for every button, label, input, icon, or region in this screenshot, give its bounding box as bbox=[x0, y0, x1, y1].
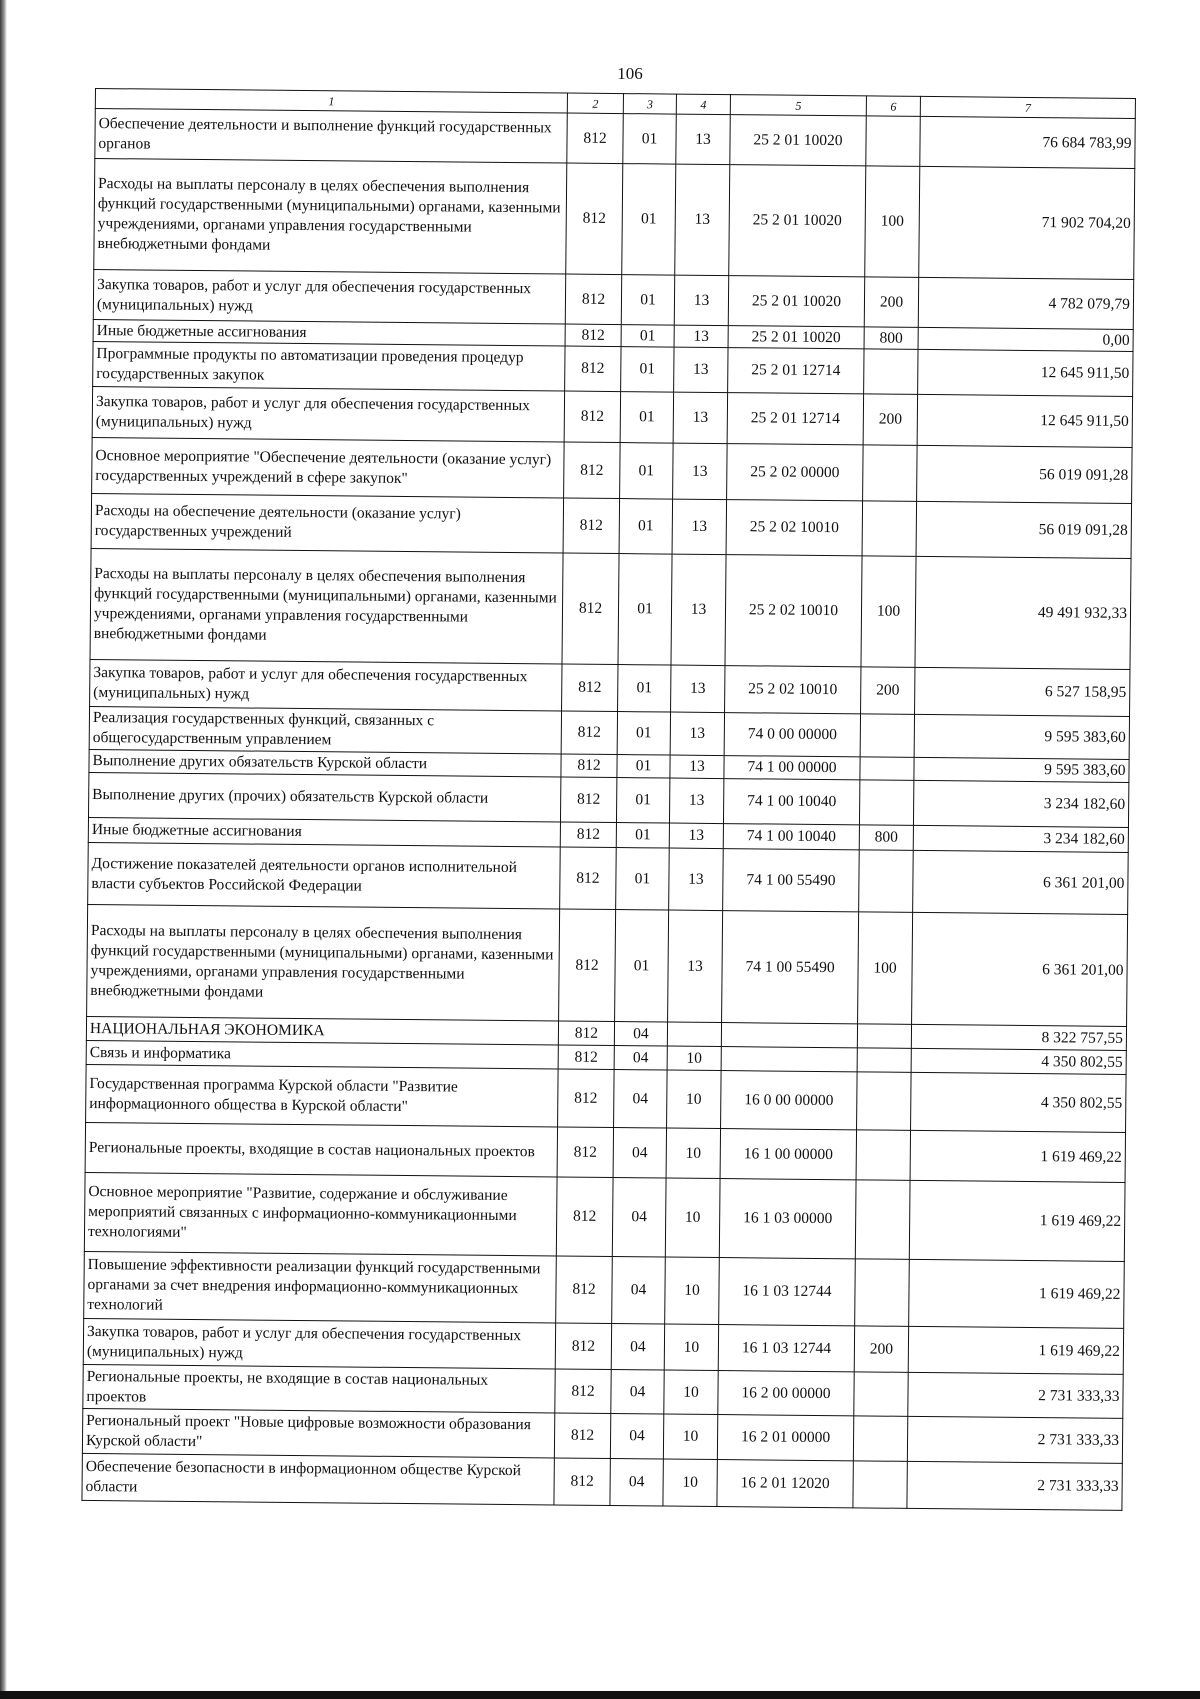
subsection-code: 13 bbox=[668, 910, 723, 1023]
target-article-code: 74 1 00 10040 bbox=[723, 779, 859, 825]
grbs-code: 812 bbox=[557, 1127, 613, 1178]
expense-type-code bbox=[863, 445, 918, 502]
subsection-code: 10 bbox=[665, 1178, 720, 1258]
column-number: 3 bbox=[623, 94, 676, 115]
section-code: 01 bbox=[620, 443, 674, 500]
expense-type-code bbox=[853, 1461, 907, 1509]
item-name: Иные бюджетные ассигнования bbox=[93, 319, 565, 346]
section-code: 01 bbox=[618, 554, 672, 666]
item-name: Выполнение других обязательств Курской области bbox=[89, 749, 561, 777]
column-number: 4 bbox=[676, 94, 730, 115]
section-code: 04 bbox=[612, 1257, 666, 1325]
expense-type-code bbox=[860, 714, 914, 758]
amount: 1 619 469,22 bbox=[908, 1326, 1123, 1374]
target-article-code: 25 2 01 10020 bbox=[729, 165, 866, 277]
subsection-code: 10 bbox=[663, 1414, 717, 1460]
grbs-code: 812 bbox=[562, 664, 618, 712]
section-code: 01 bbox=[617, 712, 670, 756]
section-code: 01 bbox=[621, 347, 674, 393]
amount: 3 234 182,60 bbox=[913, 780, 1128, 827]
section-code: 04 bbox=[614, 1046, 667, 1071]
grbs-code: 812 bbox=[560, 777, 616, 823]
item-name: Расходы на выплаты персоналу в целях обеспечения выполнения функций государственными (муниципальными) органами, казенными учреждениями, органами управления государственными внебюджетными фондами bbox=[94, 159, 567, 275]
target-article-code: 16 2 01 12020 bbox=[717, 1460, 853, 1508]
page-number: 106 bbox=[617, 64, 643, 83]
budget-sheet bbox=[81, 88, 1135, 1511]
grbs-code: 812 bbox=[555, 1323, 611, 1370]
subsection-code: 13 bbox=[674, 275, 728, 326]
subsection-code: 10 bbox=[664, 1370, 718, 1415]
target-article-code: 74 1 00 10040 bbox=[723, 824, 859, 850]
grbs-code: 812 bbox=[554, 1458, 610, 1506]
subsection-code: 13 bbox=[676, 114, 730, 165]
item-name: Закупка товаров, работ и услуг для обеспечения государственных (муниципальных) нужд bbox=[92, 386, 564, 442]
grbs-code: 812 bbox=[559, 909, 616, 1022]
grbs-code: 812 bbox=[554, 1413, 610, 1459]
section-code: 01 bbox=[623, 114, 676, 165]
table-row bbox=[87, 904, 1128, 1026]
column-number: 1 bbox=[95, 89, 567, 114]
expense-type-code: 200 bbox=[854, 1326, 908, 1373]
item-name: Закупка товаров, работ и услуг для обеспечения государственных (муниципальных) нужд bbox=[90, 659, 562, 711]
subsection-code: 13 bbox=[674, 347, 728, 393]
target-article-code: 74 1 00 55490 bbox=[723, 849, 860, 912]
amount: 4 350 802,55 bbox=[911, 1072, 1127, 1132]
subsection-code: 10 bbox=[663, 1459, 717, 1507]
table-row bbox=[82, 1453, 1122, 1510]
table-row bbox=[84, 1172, 1125, 1261]
target-article-code: 25 2 02 00000 bbox=[727, 444, 864, 501]
item-name: Региональные проекты, входящие в состав национальных проектов bbox=[85, 1122, 557, 1177]
section-code: 04 bbox=[611, 1370, 664, 1415]
item-name: Связь и информатика bbox=[86, 1040, 558, 1069]
expense-type-code bbox=[855, 1180, 910, 1260]
target-article-code: 16 2 01 00000 bbox=[717, 1415, 853, 1461]
subsection-code: 10 bbox=[664, 1324, 718, 1371]
grbs-code: 812 bbox=[560, 822, 616, 848]
subsection-code: 13 bbox=[671, 665, 725, 713]
target-article-code: 25 2 02 10010 bbox=[725, 666, 861, 714]
grbs-code: 812 bbox=[565, 274, 621, 325]
amount: 8 322 757,55 bbox=[911, 1024, 1126, 1050]
column-number: 7 bbox=[920, 96, 1135, 118]
grbs-code: 812 bbox=[566, 163, 623, 275]
table-row bbox=[86, 1064, 1127, 1132]
amount: 6 361 201,00 bbox=[913, 850, 1129, 914]
expense-type-code bbox=[854, 1372, 908, 1417]
scan-edge-left bbox=[0, 0, 7, 1699]
amount: 3 234 182,60 bbox=[913, 825, 1128, 852]
amount: 0,00 bbox=[918, 327, 1133, 351]
target-article-code: 16 1 03 00000 bbox=[719, 1179, 856, 1259]
item-name: Иные бюджетные ассигнования bbox=[88, 817, 560, 847]
section-code: 04 bbox=[610, 1459, 663, 1507]
expense-type-code: 100 bbox=[858, 912, 913, 1025]
item-name: Региональный проект "Новые цифровые возможности образования Курской области" bbox=[82, 1408, 554, 1458]
section-code: 04 bbox=[612, 1178, 666, 1258]
grbs-code: 812 bbox=[562, 553, 619, 665]
expense-type-code: 800 bbox=[864, 327, 918, 350]
target-article-code: 25 2 01 12714 bbox=[728, 348, 864, 394]
expense-type-code bbox=[864, 349, 918, 395]
expense-type-code bbox=[857, 1048, 911, 1073]
target-article-code: 16 1 00 00000 bbox=[720, 1129, 856, 1180]
item-name: Региональные проекты, не входящие в состав национальных проектов bbox=[83, 1364, 555, 1413]
target-article-code bbox=[721, 1047, 857, 1072]
section-code: 04 bbox=[613, 1128, 666, 1179]
target-article-code: 16 2 00 00000 bbox=[718, 1371, 854, 1416]
item-name: Государственная программа Курской области "Развитие информационного общества в Курской области" bbox=[86, 1064, 559, 1127]
table-row bbox=[92, 437, 1132, 503]
amount: 1 619 469,22 bbox=[909, 1259, 1125, 1328]
item-name: Программные продукты по автоматизации проведения процедур государственных закупок bbox=[93, 341, 565, 391]
expense-type-code bbox=[853, 1416, 907, 1462]
subsection-code bbox=[667, 1022, 721, 1047]
amount: 1 619 469,22 bbox=[910, 1130, 1125, 1182]
target-article-code: 74 0 00 00000 bbox=[724, 713, 860, 757]
expense-type-code: 200 bbox=[864, 277, 918, 328]
target-article-code bbox=[721, 1023, 857, 1048]
subsection-code: 10 bbox=[665, 1257, 720, 1325]
subsection-code: 13 bbox=[669, 823, 723, 849]
amount: 2 731 333,33 bbox=[907, 1461, 1122, 1510]
target-article-code: 25 2 02 10010 bbox=[726, 500, 863, 556]
section-code: 01 bbox=[615, 910, 669, 1023]
amount: 12 645 911,50 bbox=[918, 349, 1133, 396]
subsection-code: 13 bbox=[669, 778, 723, 824]
subsection-code: 13 bbox=[674, 325, 728, 348]
scan-edge-bottom bbox=[0, 1691, 1200, 1699]
section-code: 01 bbox=[618, 665, 671, 713]
column-number: 2 bbox=[567, 93, 623, 114]
amount: 49 491 932,33 bbox=[915, 556, 1131, 669]
item-name: Повышение эффективности реализации функций государственными органами за счет внедрения информационно-коммуникационных технологий bbox=[84, 1251, 557, 1323]
subsection-code: 13 bbox=[673, 443, 728, 500]
target-article-code: 74 1 00 00000 bbox=[724, 756, 860, 780]
amount: 12 645 911,50 bbox=[917, 394, 1132, 447]
amount: 4 350 802,55 bbox=[911, 1048, 1126, 1074]
expense-type-code bbox=[856, 1130, 910, 1181]
grbs-code: 812 bbox=[567, 113, 623, 164]
subsection-code: 13 bbox=[670, 755, 724, 779]
amount: 2 731 333,33 bbox=[907, 1416, 1122, 1463]
subsection-code: 13 bbox=[672, 499, 727, 555]
subsection-code: 13 bbox=[675, 164, 730, 276]
grbs-code: 812 bbox=[564, 442, 621, 499]
grbs-code: 812 bbox=[558, 1021, 614, 1046]
expense-type-code bbox=[857, 1024, 911, 1049]
grbs-code: 812 bbox=[565, 346, 621, 392]
target-article-code: 25 2 01 10020 bbox=[728, 326, 864, 349]
item-name: Расходы на выплаты персоналу в целях обеспечения выполнения функций государственными (муниципальными) органами, казенными учреждениями, органами управления государственными внебюджетными фондами bbox=[90, 548, 563, 664]
section-code: 01 bbox=[621, 325, 674, 348]
item-name: Закупка товаров, работ и услуг для обеспечения государственных (муниципальных) нужд bbox=[83, 1318, 555, 1369]
expense-type-code: 200 bbox=[861, 667, 915, 715]
section-code: 01 bbox=[622, 164, 676, 276]
subsection-code: 10 bbox=[667, 1046, 721, 1071]
expense-type-code: 800 bbox=[859, 825, 913, 851]
grbs-code: 812 bbox=[565, 324, 621, 347]
target-article-code: 74 1 00 55490 bbox=[722, 911, 859, 1024]
subsection-code: 13 bbox=[669, 848, 724, 911]
target-article-code: 16 1 03 12744 bbox=[719, 1258, 856, 1326]
section-code: 01 bbox=[616, 848, 670, 911]
item-name: Основное мероприятие "Развитие, содержание и обслуживание мероприятий связанных с информационно-коммуникационными технологиями" bbox=[84, 1172, 557, 1256]
amount: 9 595 383,60 bbox=[914, 757, 1129, 782]
amount: 6 361 201,00 bbox=[912, 912, 1128, 1026]
amount: 56 019 091,28 bbox=[916, 501, 1132, 558]
target-article-code: 25 2 01 10020 bbox=[730, 115, 866, 166]
grbs-code: 812 bbox=[558, 1045, 614, 1070]
expense-type-code bbox=[866, 116, 920, 167]
amount: 76 684 783,99 bbox=[920, 116, 1135, 168]
subsection-code: 13 bbox=[673, 392, 727, 444]
target-article-code: 25 2 01 12714 bbox=[727, 393, 863, 445]
target-article-code: 25 2 01 10020 bbox=[728, 276, 864, 327]
grbs-code: 812 bbox=[563, 498, 620, 554]
item-name: Достижение показателей деятельности органов исполнительной власти субъектов Российской Федерации bbox=[88, 842, 561, 909]
table-row bbox=[84, 1251, 1125, 1328]
amount: 4 782 079,79 bbox=[918, 277, 1133, 329]
subsection-code: 13 bbox=[671, 554, 726, 666]
amount: 6 527 158,95 bbox=[915, 667, 1130, 716]
expense-type-code bbox=[859, 780, 913, 826]
section-code: 04 bbox=[610, 1414, 663, 1460]
expense-type-code: 100 bbox=[861, 556, 916, 668]
amount: 2 731 333,33 bbox=[908, 1372, 1123, 1418]
grbs-code: 812 bbox=[555, 1369, 611, 1414]
item-name: Выполнение других (прочих) обязательств Курской области bbox=[88, 772, 560, 822]
expense-type-code: 200 bbox=[863, 394, 917, 446]
expense-type-code bbox=[862, 501, 917, 557]
amount: 71 902 704,20 bbox=[919, 166, 1135, 279]
item-name: Основное мероприятие "Обеспечение деятельности (оказание услуг) государственных учреждений в сфере закупок" bbox=[92, 437, 565, 498]
subsection-code: 13 bbox=[670, 712, 724, 756]
section-code: 01 bbox=[617, 755, 670, 779]
grbs-code: 812 bbox=[556, 1256, 613, 1324]
expense-type-code bbox=[859, 850, 914, 913]
item-name: НАЦИОНАЛЬНАЯ ЭКОНОМИКА bbox=[86, 1016, 558, 1045]
section-code: 01 bbox=[621, 275, 674, 326]
item-name: Обеспечение безопасности в информационном обществе Курской области bbox=[82, 1453, 554, 1505]
section-code: 01 bbox=[616, 778, 669, 824]
item-name: Расходы на обеспечение деятельности (оказание услуг) государственных учреждений bbox=[91, 493, 564, 553]
target-article-code: 16 1 03 12744 bbox=[718, 1325, 854, 1372]
expense-type-code bbox=[860, 757, 914, 781]
section-code: 04 bbox=[614, 1022, 667, 1047]
grbs-code: 812 bbox=[560, 847, 617, 910]
column-number: 6 bbox=[866, 96, 920, 117]
grbs-code: 812 bbox=[561, 754, 617, 778]
table-row bbox=[90, 548, 1131, 669]
target-article-code: 16 0 00 00000 bbox=[721, 1071, 858, 1130]
table-row bbox=[94, 159, 1135, 280]
amount: 56 019 091,28 bbox=[917, 445, 1133, 503]
section-code: 04 bbox=[614, 1070, 668, 1129]
section-code: 01 bbox=[619, 499, 673, 555]
grbs-code: 812 bbox=[561, 711, 617, 755]
column-number: 5 bbox=[730, 95, 866, 116]
section-code: 01 bbox=[620, 392, 673, 444]
amount: 1 619 469,22 bbox=[909, 1180, 1125, 1261]
item-name: Закупка товаров, работ и услуг для обеспечения государственных (муниципальных) нужд bbox=[93, 269, 565, 324]
section-code: 01 bbox=[616, 823, 669, 849]
table-body bbox=[82, 89, 1136, 1511]
target-article-code: 25 2 02 10010 bbox=[725, 555, 862, 667]
budget-table bbox=[81, 88, 1136, 1511]
grbs-code: 812 bbox=[558, 1069, 615, 1128]
grbs-code: 812 bbox=[556, 1177, 613, 1257]
subsection-code: 10 bbox=[666, 1128, 720, 1179]
table-row bbox=[88, 842, 1129, 914]
section-code: 04 bbox=[611, 1324, 664, 1371]
item-name: Реализация государственных функций, связанных с общегосударственным управлением bbox=[89, 706, 561, 754]
expense-type-code: 100 bbox=[865, 166, 920, 278]
expense-type-code bbox=[857, 1072, 912, 1131]
item-name: Расходы на выплаты персоналу в целях обеспечения выполнения функций государственными (муниципальными) органами, казенными учреждениями, органами управления государственными внебюджетными фондами bbox=[87, 904, 560, 1021]
grbs-code: 812 bbox=[564, 391, 620, 443]
amount: 9 595 383,60 bbox=[914, 714, 1129, 759]
item-name: Обеспечение деятельности и выполнение функций государственных органов bbox=[95, 109, 567, 164]
table-row bbox=[91, 493, 1131, 558]
expense-type-code bbox=[855, 1259, 910, 1327]
subsection-code: 10 bbox=[667, 1070, 722, 1129]
